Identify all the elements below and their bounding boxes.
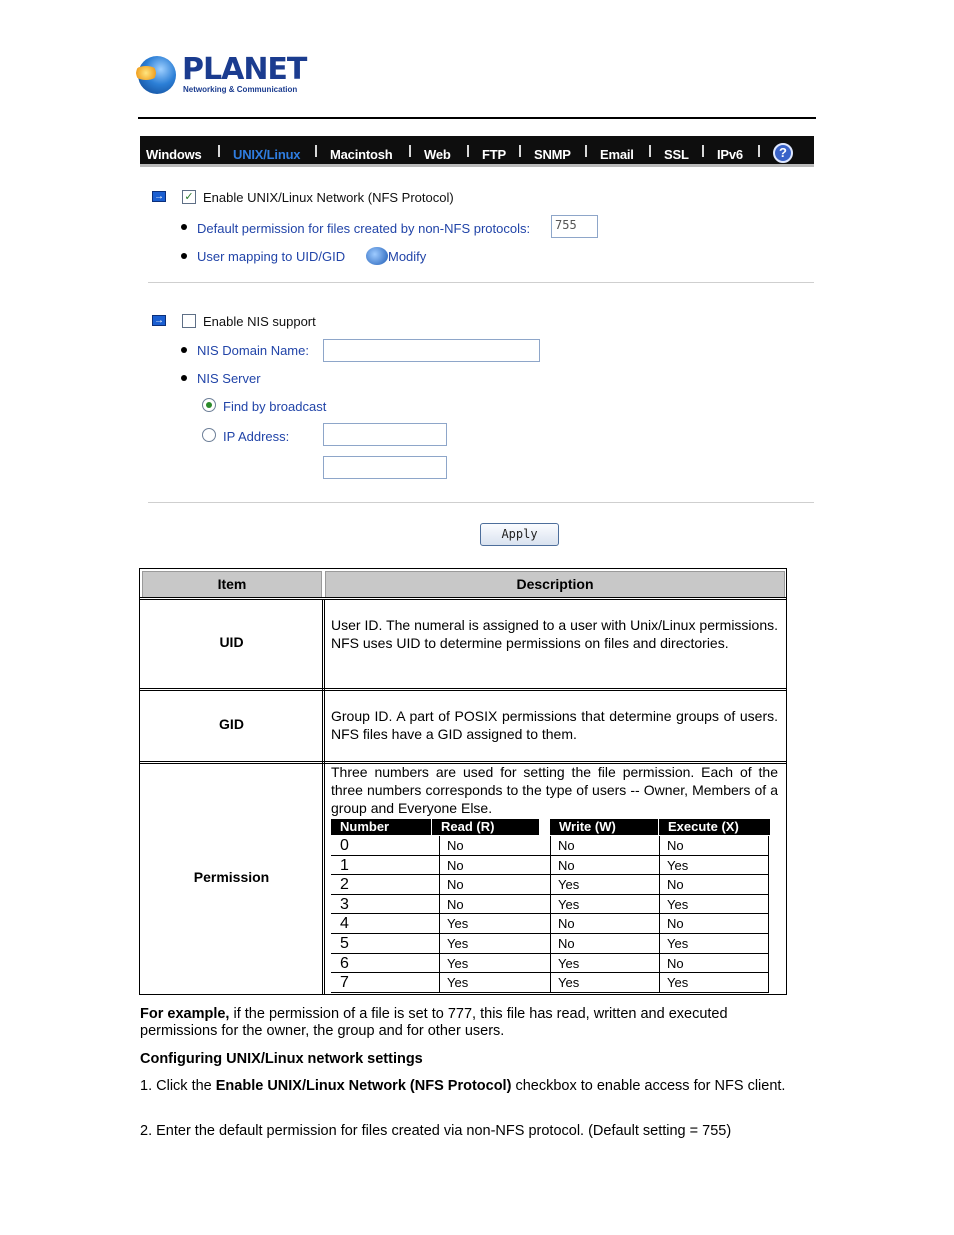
- example-bold: For example,: [140, 1006, 230, 1022]
- perm-execute: Yes: [660, 934, 769, 953]
- tab-email[interactable]: Email: [600, 147, 634, 162]
- globe-icon: [138, 56, 176, 94]
- nfs-enable-checkbox[interactable]: ✓: [182, 190, 196, 204]
- permission-row: [331, 954, 769, 974]
- row-divider: [140, 597, 786, 598]
- nis-server-label: NIS Server: [197, 371, 261, 386]
- perm-read: Yes: [440, 954, 551, 973]
- row-desc-gid: Group ID. A part of POSIX permissions that determine groups of users. NFS files have a GID assigned to them.: [331, 708, 778, 742]
- table-header-description: Description: [325, 571, 785, 598]
- header-divider: [138, 117, 816, 119]
- perm-write: No: [551, 934, 660, 953]
- column-divider: [324, 599, 325, 995]
- row-divider: [140, 599, 786, 600]
- perm-write: Yes: [551, 973, 660, 992]
- perm-execute: Yes: [660, 895, 769, 914]
- ip-address-label: IP Address:: [223, 429, 290, 444]
- perm-execute: No: [660, 836, 769, 855]
- perm-execute: Yes: [660, 856, 769, 875]
- perm-execute: No: [660, 954, 769, 973]
- section-divider: [148, 282, 814, 283]
- example-paragraph: [140, 1006, 795, 1040]
- perm-header-number: Number: [331, 819, 431, 835]
- section-divider: [148, 502, 814, 503]
- modify-icon[interactable]: [366, 247, 388, 265]
- perm-number: 1: [331, 856, 440, 875]
- bullet: [181, 347, 187, 353]
- tab-separator: [758, 145, 760, 157]
- row-divider: [140, 688, 786, 689]
- help-icon[interactable]: ?: [773, 143, 793, 163]
- description-table: [139, 568, 787, 995]
- tab-separator: [649, 145, 651, 157]
- bullet: [181, 224, 187, 230]
- perm-header-write: Write (W): [550, 819, 658, 835]
- step-1-pre: 1. Click the: [140, 1078, 216, 1094]
- tab-separator: [702, 145, 704, 157]
- perm-write: No: [551, 856, 660, 875]
- perm-execute: No: [660, 914, 769, 933]
- perm-read: Yes: [440, 973, 551, 992]
- tab-macintosh[interactable]: Macintosh: [330, 147, 393, 162]
- step-1-post: checkbox to enable access for NFS client.: [511, 1078, 786, 1094]
- perm-write: Yes: [551, 895, 660, 914]
- perm-read: Yes: [440, 914, 551, 933]
- user-mapping-label: User mapping to UID/GID: [197, 249, 346, 264]
- perm-number: 4: [331, 914, 440, 933]
- nis-domain-label: NIS Domain Name:: [197, 343, 309, 358]
- tab-snmp[interactable]: SNMP: [534, 147, 571, 162]
- perm-header-execute: Execute (X): [659, 819, 770, 835]
- logo-name: PLANET: [182, 52, 307, 87]
- tab-separator: [315, 145, 317, 157]
- tab-separator: [218, 145, 220, 157]
- perm-number: 3: [331, 895, 440, 914]
- permission-row: [331, 914, 769, 934]
- row-divider: [140, 690, 786, 691]
- tab-windows[interactable]: Windows: [146, 147, 202, 162]
- section-arrow-icon: [152, 191, 166, 202]
- permission-row: [331, 895, 769, 915]
- permission-row: [331, 856, 769, 876]
- find-by-broadcast-radio[interactable]: [202, 398, 216, 412]
- perm-number: 6: [331, 954, 440, 973]
- perm-read: No: [440, 836, 551, 855]
- tab-ssl[interactable]: SSL: [664, 147, 689, 162]
- apply-button[interactable]: Apply: [480, 523, 559, 546]
- permission-row: [331, 973, 769, 993]
- config-heading: Configuring UNIX/Linux network settings: [140, 1051, 423, 1067]
- row-desc-permission: Three numbers are used for setting the file permission. Each of the three numbers corresponds to the type of users -- Owner, Members of a group and Everyone Else.: [331, 764, 778, 816]
- perm-execute: No: [660, 875, 769, 894]
- perm-header-read: Read (R): [432, 819, 539, 835]
- step-2: 2. Enter the default permission for files created via non-NFS protocol. (Default setting = 755): [140, 1123, 732, 1139]
- ip-address-input-2[interactable]: [323, 456, 447, 479]
- row-divider: [140, 761, 786, 762]
- tab-bar: [140, 136, 814, 167]
- bullet: [181, 375, 187, 381]
- row-item-permission: Permission: [193, 869, 270, 885]
- section-arrow-icon: [152, 315, 166, 326]
- ip-address-input-1[interactable]: [323, 423, 447, 446]
- perm-read: No: [440, 856, 551, 875]
- logo-tagline: Networking & Communication: [183, 85, 298, 94]
- tab-separator: [519, 145, 521, 157]
- perm-number: 5: [331, 934, 440, 953]
- perm-number: 0: [331, 836, 440, 855]
- perm-read: No: [440, 875, 551, 894]
- perm-write: No: [551, 914, 660, 933]
- find-by-broadcast-label: Find by broadcast: [223, 399, 327, 414]
- step-1-bold: Enable UNIX/Linux Network (NFS Protocol): [215, 1078, 512, 1094]
- perm-write: Yes: [551, 954, 660, 973]
- perm-execute: Yes: [660, 973, 769, 992]
- default-permission-label: Default permission for files created by non-NFS protocols:: [197, 221, 531, 236]
- tab-web[interactable]: Web: [424, 147, 451, 162]
- perm-read: No: [440, 895, 551, 914]
- column-divider: [322, 599, 323, 995]
- perm-write: No: [551, 836, 660, 855]
- planet-logo: [138, 52, 307, 98]
- perm-read: Yes: [440, 934, 551, 953]
- perm-write: Yes: [551, 875, 660, 894]
- row-desc-uid: User ID. The numeral is assigned to a user with Unix/Linux permissions. NFS uses UID to determine permissions on files and directories.: [331, 617, 778, 651]
- row-item-gid: GID: [219, 716, 244, 732]
- row-item-uid: UID: [219, 634, 244, 650]
- nis-enable-checkbox[interactable]: [182, 314, 196, 328]
- nis-domain-input[interactable]: [323, 339, 540, 362]
- bullet: [181, 253, 187, 259]
- permission-row: [331, 836, 769, 856]
- tab-separator: [467, 145, 469, 157]
- tab-ipv6[interactable]: IPv6: [717, 147, 743, 162]
- default-permission-input[interactable]: 755: [551, 215, 598, 238]
- step-1: [140, 1078, 795, 1095]
- permission-row: [331, 875, 769, 895]
- tab-separator: [409, 145, 411, 157]
- example-text: if the permission of a file is set to 777, this file has read, written and executed permissions for the owner, the group and for other users.: [140, 1006, 728, 1039]
- ip-address-radio[interactable]: [202, 428, 216, 442]
- table-header-item: Item: [142, 571, 322, 598]
- permission-row: [331, 934, 769, 954]
- tab-unix-linux[interactable]: UNIX/Linux: [233, 147, 301, 162]
- tab-ftp[interactable]: FTP: [482, 147, 506, 162]
- modify-link[interactable]: Modify: [388, 249, 427, 264]
- nfs-enable-label: Enable UNIX/Linux Network (NFS Protocol): [203, 190, 454, 205]
- perm-number: 7: [331, 973, 440, 992]
- tab-separator: [585, 145, 587, 157]
- nis-enable-label: Enable NIS support: [203, 314, 316, 329]
- perm-number: 2: [331, 875, 440, 894]
